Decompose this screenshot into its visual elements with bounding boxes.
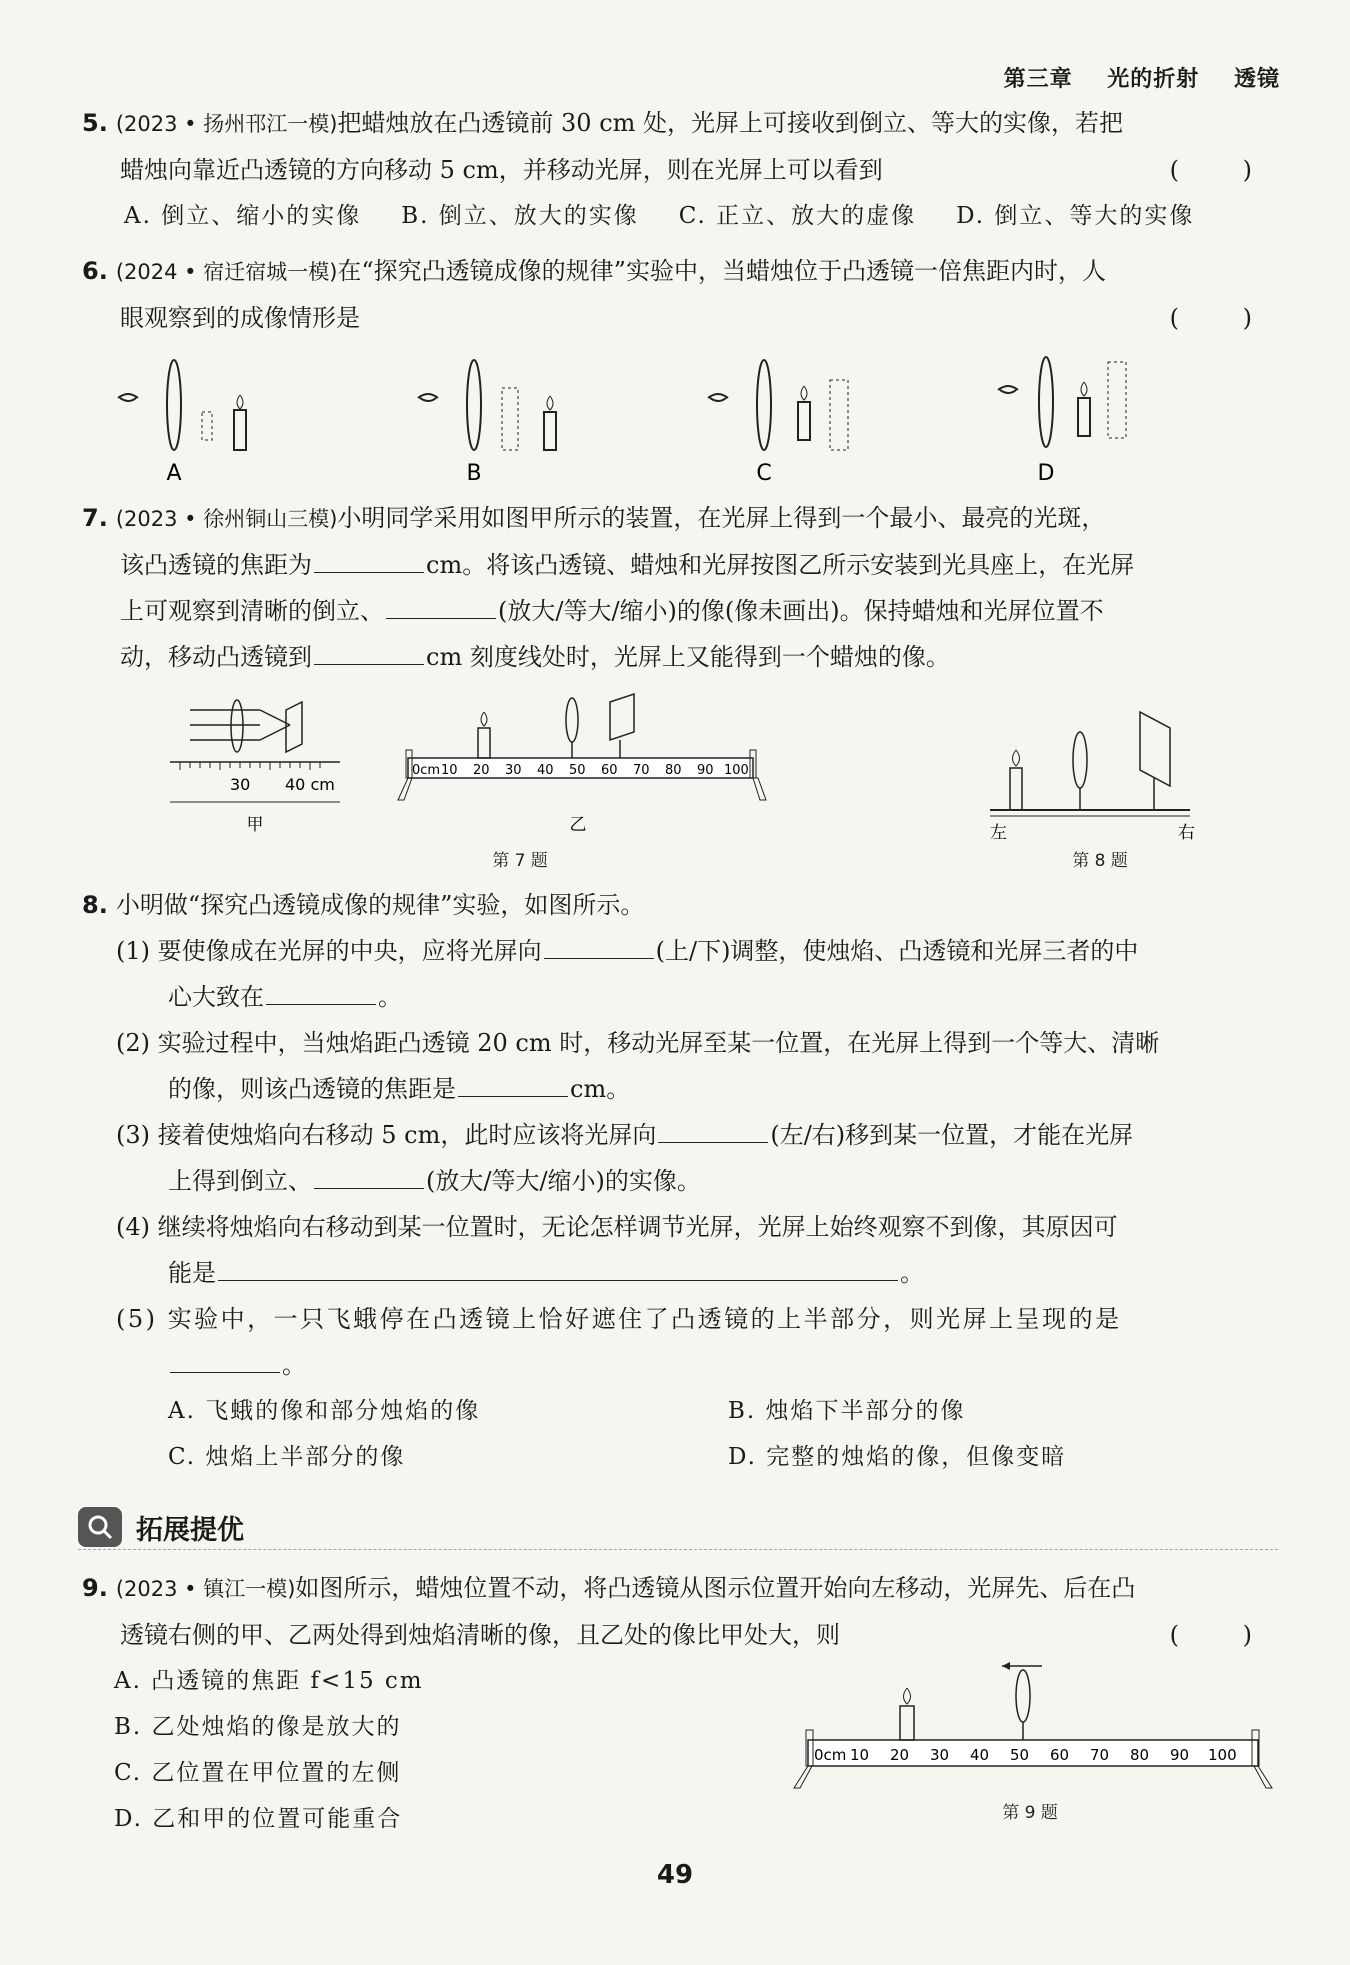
- q6-figure: [110, 350, 1290, 490]
- image-icon: [202, 412, 212, 440]
- q8-figure: [990, 712, 1195, 871]
- question-text: 心大致在: [168, 983, 264, 1011]
- question-number: 5.: [82, 109, 108, 137]
- candle-icon: [1078, 398, 1090, 436]
- question-text: (3) 接着使烛焰向右移动 5 cm，此时应该将光屏向: [116, 1121, 657, 1149]
- header-title: 光的折射: [1107, 67, 1200, 92]
- figure-label: 左: [990, 823, 1007, 843]
- tick-label: 80: [665, 763, 682, 778]
- screen-icon: [286, 702, 302, 752]
- question-6: [82, 248, 1280, 341]
- option-a[interactable]: A. 倒立、缩小的实像: [124, 203, 362, 229]
- image-icon: [1108, 362, 1126, 438]
- candle-icon: [900, 1706, 914, 1740]
- answer-blank[interactable]: [658, 1116, 768, 1143]
- question-text: 。: [900, 1259, 924, 1287]
- eye-icon: [708, 394, 728, 401]
- lens-icon: [467, 360, 481, 450]
- header-sub: 透镜: [1233, 67, 1280, 92]
- answer-paren[interactable]: ( ): [1169, 1621, 1280, 1649]
- q7-figure-yi: [398, 694, 766, 835]
- tick-label: 50: [1010, 1746, 1030, 1764]
- answer-blank[interactable]: [386, 592, 496, 619]
- question-text: 上可观察到清晰的倒立、: [120, 597, 384, 625]
- sub-question-2: [82, 1020, 1280, 1112]
- header-chapter: 第三章: [1003, 67, 1073, 92]
- figure-caption: 第 8 题: [1072, 851, 1128, 871]
- answer-paren[interactable]: ( ): [1169, 156, 1280, 184]
- tick-label: 20: [890, 1746, 910, 1764]
- figure-caption: 第 7 题: [492, 851, 548, 871]
- option-b[interactable]: B. 乙处烛焰的像是放大的: [114, 1714, 402, 1740]
- answer-blank[interactable]: [314, 546, 424, 573]
- question-text: 该凸透镜的焦距为: [120, 551, 312, 579]
- section-title: 拓展提优: [136, 1514, 244, 1546]
- eye-icon: [998, 386, 1018, 393]
- page-header: [978, 62, 1280, 93]
- tick-label: 0cm: [814, 1746, 847, 1764]
- flame-icon: [1013, 750, 1020, 766]
- tick-label: 90: [697, 763, 714, 778]
- tick-label: 10: [441, 763, 458, 778]
- tick-label: 20: [473, 763, 490, 778]
- question-number: 7.: [82, 504, 108, 532]
- magnifier-icon: [78, 1507, 122, 1547]
- option-d[interactable]: D. 乙和甲的位置可能重合: [114, 1806, 403, 1832]
- lens-icon: [1039, 357, 1053, 447]
- sub-question-3: [82, 1112, 1280, 1204]
- tick-label: 70: [1090, 1746, 1110, 1764]
- figure-caption: 第 9 题: [1002, 1803, 1058, 1823]
- question-text: 能是: [168, 1259, 216, 1287]
- question-text: 动，移动凸透镜到: [120, 643, 312, 671]
- question-text: (5) 实验中，一只飞蛾停在凸透镜上恰好遮住了凸透镜的上半部分，则光屏上呈现的是: [116, 1305, 1122, 1333]
- lens-icon: [757, 360, 771, 450]
- question-text: 。: [378, 983, 402, 1011]
- image-icon: [502, 388, 518, 450]
- figure-label: 右: [1178, 823, 1195, 843]
- option-d[interactable]: D. 倒立、等大的实像: [956, 203, 1195, 229]
- tick-label: 70: [633, 763, 650, 778]
- candle-icon: [1010, 768, 1022, 810]
- tick-label: 30: [505, 763, 522, 778]
- tick-label: 60: [1050, 1746, 1070, 1764]
- question-text: (放大/等大/缩小)的像(像未画出)。保持蜡烛和光屏位置不: [498, 597, 1104, 625]
- answer-blank[interactable]: [314, 1162, 424, 1189]
- q9-figure: [790, 1650, 1280, 1825]
- option-c[interactable]: C. 正立、放大的虚像: [678, 203, 917, 229]
- screen-icon: [1140, 712, 1170, 786]
- candle-icon: [798, 402, 810, 440]
- question-text: 在“探究凸透镜成像的规律”实验中，当蜡烛位于凸透镜一倍焦距内时，人: [337, 257, 1106, 285]
- flame-icon: [237, 395, 243, 409]
- q6-figure-b[interactable]: [418, 360, 556, 486]
- question-text: 把蜡烛放在凸透镜前 30 cm 处，光屏上可接收到倒立、等大的实像，若把: [337, 109, 1124, 137]
- option-c[interactable]: C. 烛焰上半部分的像: [168, 1444, 406, 1470]
- tick-label: 50: [569, 763, 586, 778]
- candle-icon: [478, 728, 490, 758]
- answer-blank[interactable]: [170, 1346, 280, 1373]
- question-text: 上得到倒立、: [168, 1167, 312, 1195]
- question-text: (4) 继续将烛焰向右移动到某一位置时，无论怎样调节光屏，光屏上始终观察不到像，其原因可: [116, 1213, 1118, 1241]
- question-number: 6.: [82, 257, 108, 285]
- question-text: 小明做“探究凸透镜成像的规律”实验，如图所示。: [115, 891, 645, 919]
- tick-label: 90: [1170, 1746, 1190, 1764]
- q7-figure-jia: [170, 700, 340, 835]
- question-number: 8.: [82, 891, 108, 919]
- eye-icon: [418, 394, 438, 401]
- question-text: cm 刻度线处时，光屏上又能得到一个蜡烛的像。: [426, 643, 950, 671]
- option-b[interactable]: B. 烛焰下半部分的像: [728, 1398, 966, 1424]
- question-text: 透镜右侧的甲、乙两处得到烛焰清晰的像，且乙处的像比甲处大，则: [120, 1621, 840, 1649]
- flame-icon: [801, 386, 807, 400]
- answer-blank[interactable]: [458, 1070, 568, 1097]
- extension-section-header: [78, 1505, 1278, 1550]
- option-label: A: [166, 461, 182, 486]
- question-source: (2023 • 扬州邗江一模): [115, 112, 338, 136]
- flame-icon: [1081, 382, 1087, 396]
- tick-label: 30: [230, 775, 251, 794]
- lens-icon: [1073, 732, 1087, 788]
- q6-figure-d[interactable]: [998, 357, 1126, 486]
- question-source: (2024 • 宿迁宿城一模): [115, 260, 338, 284]
- page-number: 49: [656, 1860, 694, 1890]
- candle-icon: [234, 410, 246, 450]
- q7-q8-figures: [160, 690, 1260, 875]
- question-7: [82, 495, 1280, 680]
- screen-icon: [610, 694, 634, 740]
- question-text: (放大/等大/缩小)的实像。: [426, 1167, 701, 1195]
- answer-blank[interactable]: [544, 932, 654, 959]
- question-text: (1) 要使像成在光屏的中央，应将光屏向: [116, 937, 542, 965]
- tick-label: 10: [850, 1746, 870, 1764]
- candle-icon: [544, 412, 556, 450]
- q6-figure-a[interactable]: [118, 360, 246, 486]
- flame-icon: [481, 712, 487, 726]
- lens-icon: [167, 360, 181, 450]
- tick-label: 0cm: [412, 763, 441, 778]
- option-d[interactable]: D. 完整的烛焰的像，但像变暗: [728, 1444, 1067, 1470]
- question-text: (2) 实验过程中，当烛焰距凸透镜 20 cm 时，移动光屏至某一位置，在光屏上得到一个等大、清晰: [116, 1029, 1160, 1057]
- option-a[interactable]: A. 凸透镜的焦距 f<15 cm: [114, 1668, 424, 1694]
- sub-question-5: [82, 1296, 1280, 1388]
- answer-blank[interactable]: [314, 638, 424, 665]
- answer-paren[interactable]: ( ): [1169, 304, 1280, 332]
- option-c[interactable]: C. 乙位置在甲位置的左侧: [114, 1760, 402, 1786]
- flame-icon: [547, 396, 553, 410]
- question-5: [82, 100, 1280, 239]
- tick-label: 80: [1130, 1746, 1150, 1764]
- q6-figure-c[interactable]: [708, 360, 848, 486]
- optical-bench: [808, 1740, 1258, 1766]
- question-text: cm。: [570, 1075, 631, 1103]
- sub-question-1: [82, 928, 1280, 1020]
- sub-question-4: [82, 1204, 1280, 1296]
- tick-label: 100: [1208, 1746, 1237, 1764]
- question-source: (2023 • 徐州铜山三模): [115, 507, 338, 531]
- answer-blank[interactable]: [218, 1254, 898, 1281]
- option-label: B: [466, 461, 482, 486]
- lens-icon: [1016, 1670, 1030, 1722]
- answer-blank[interactable]: [266, 978, 376, 1005]
- question-text: 。: [282, 1351, 306, 1379]
- tick-label: 30: [930, 1746, 950, 1764]
- tick-label: 40: [537, 763, 554, 778]
- question-text: 眼观察到的成像情形是: [120, 304, 360, 332]
- tick-label: 100: [724, 763, 749, 778]
- figure-label: 乙: [569, 815, 587, 835]
- flame-icon: [904, 1688, 911, 1704]
- lens-icon: [566, 698, 578, 742]
- option-b[interactable]: B. 倒立、放大的实像: [401, 203, 639, 229]
- option-label: D: [1037, 461, 1055, 486]
- question-text: (左/右)移到某一位置，才能在光屏: [770, 1121, 1134, 1149]
- image-icon: [830, 380, 848, 450]
- eye-icon: [118, 394, 138, 401]
- tick-label: 40 cm: [285, 775, 335, 794]
- question-number: 9.: [82, 1574, 108, 1602]
- tick-label: 60: [601, 763, 618, 778]
- lens-icon: [231, 700, 243, 752]
- question-text: cm。将该凸透镜、蜡烛和光屏按图乙所示安装到光具座上，在光屏: [426, 551, 1135, 579]
- question-source: (2023 • 镇江一模): [115, 1577, 296, 1601]
- question-8: [82, 882, 1280, 1480]
- question-text: 蜡烛向靠近凸透镜的方向移动 5 cm，并移动光屏，则在光屏上可以看到: [120, 156, 883, 184]
- question-text: 小明同学采用如图甲所示的装置，在光屏上得到一个最小、最亮的光斑，: [337, 504, 1106, 532]
- figure-label: 甲: [246, 815, 264, 835]
- question-text: 的像，则该凸透镜的焦距是: [168, 1075, 456, 1103]
- option-label: C: [756, 461, 772, 486]
- question-text: 如图所示，蜡烛位置不动，将凸透镜从图示位置开始向左移动，光屏先、后在凸: [295, 1574, 1136, 1602]
- option-a[interactable]: A. 飞蛾的像和部分烛焰的像: [168, 1398, 481, 1424]
- tick-label: 40: [970, 1746, 990, 1764]
- question-text: (上/下)调整，使烛焰、凸透镜和光屏三者的中: [655, 937, 1139, 965]
